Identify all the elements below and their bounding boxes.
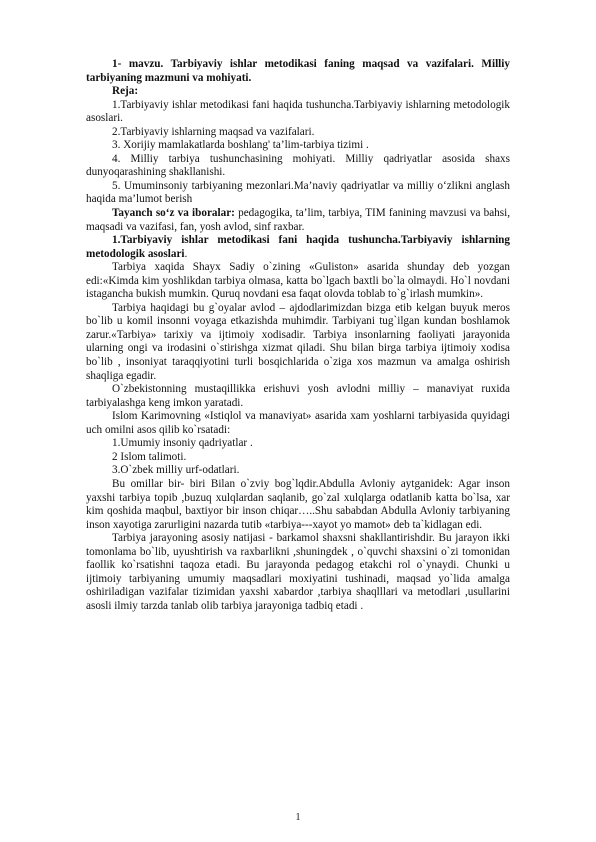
factor-item: 2 Islom talimoti. [112,450,187,463]
factor-item: 1.Umumiy insoniy qadriyatlar . [112,437,253,450]
topic-heading: 1- mavzu. Tarbiyaviy ishlar metodikasi faning maqsad va vazifalari. Milliy tarbiyaning mazmuni va mohiyati. [86,58,510,84]
factor-item: 3.O`zbek milliy urf-odatlari. [112,464,240,477]
page-number: 1 [295,812,301,823]
plan-label: Reja: [112,85,139,98]
body-paragraph: Islom Karimovning «Istiqlol va manaviyat» asarida xam yoshlarni tarbiyasida quyidagi uch omilni asos qilib ko`rsatadi: [86,410,510,436]
keywords-text: pedagogika, ta’lim, tarbiya, TIM fanining mavzusi va bahsi, maqsadi va vazifasi, fan, yosh avlod, sinf raxbar. [86,207,511,233]
keywords-label: Tayanch so‘z va iboralar: [112,207,235,220]
section-heading-paragraph [86,234,510,261]
section-heading-end: . [184,247,188,260]
plan-item: 3. Xorijiy mamlakatlarda boshlang' ta’lim-tarbiya tizimi . [112,139,369,152]
body-paragraph: Tarbiya xaqida Shayx Sadiy o`zining «Guliston» asarida shunday deb yozgan edi:«Kimda kim yoshlikdan tarbiya olmasa, katta bo`lgach baxtli bo`la olmaydi. Ho`l novdani istagancha bukish mumkin. Quruq novdani esa faqat olovda toblab to`g`irlash mumkin». [86,261,510,301]
keywords-paragraph [86,207,510,234]
plan-item: 2.Tarbiyaviy ishlarning maqsad va vazifalari. [112,125,315,138]
body-paragraph: Tarbiya jarayoning asosiy natijasi - barkamol shaxsni shakllantirishdir. Bu jarayon ikki tomonlama bo`lib, uyushtirish va raxbarlikni ,shuningdek , o`quvchi shaxsini o`zi tomonidan faollik ko`rsatishni taqoza etadi. Bu jarayonda pedagog etakchi rol o`ynaydi. Chunki u ijtimoiy tarbiyaning umumiy maqsadlari moxiyatini tushinadi, maqsad yo`lida amalga oshiriladigan vazifalar tizimidan yaxshi xabardor ,tarbiya shaqlllari va metodlari ,usullarini asosli ilmiy tarzda tanlab olib tarbiya jarayoniga tadbiq etadi . [86,532,510,612]
plan-item: 4. Milliy tarbiya tushunchasining mohiyati. Milliy qadriyatlar asosida shaxs dunyoqarashining shakllanishi. [86,152,510,179]
document-page [86,58,510,613]
plan-item: 1.Tarbiyaviy ishlar metodikasi fani haqida tushuncha.Tarbiyaviy ishlarning metodologik asoslari. [86,98,510,125]
body-paragraph: Bu omillar bir- biri Bilan o`zviy bog`lqdir.Abdulla Avloniy aytganidek: Agar inson yaxshi tarbiya topib ,buzuq xulqlardan saqlanib, go`zal xulqlarga odatlanib katta bo`lsa, xar kim qoshida maqbul, baxtiyor bir inson chiqar…..Shu sababdan Abdulla Avloniy tarbiyaning inson xayotiga zarurligini nazarda tutib «tarbiya---xayot yo mamot» deb ta`kidlagan edi. [86,477,510,531]
section-heading: 1.Tarbiyaviy ishlar metodikasi fani haqida tushuncha.Tarbiyaviy ishlarning metodologik asoslari [86,234,510,260]
plan-item: 5. Umuminsoniy tarbiyaning mezonlari.Ma’naviy qadriyatlar va milliy o‘zlikni anglash haqida ma’lumot berish [86,179,510,206]
body-paragraph: O`zbekistonning mustaqillikka erishuvi yosh avlodni milliy – manaviyat ruxida tarbiyalashga keng imkon yaratadi. [86,383,510,409]
body-paragraph: Tarbiya haqidagi bu g`oyalar avlod – ajdodlarimizdan bizga etib kelgan buyuk meros bo`lib u komil insonni voyaga etkazishda muhimdir. Tarbiyani tug`ilgan kundan boshlamok zarur.«Tarbiya» tarixiy va ijtimoiy xodisadir. Tarbiya insonlarning faoliyati jarayonida ularning ongi va irodasini o`stirishga xizmat qiladi. Shu bilan birga tarbiya ijtimoiy xodisa bo`lib , insoniyat taraqqiyotini turli bosqichlarida o`ziga xos mazmun va amalga oshirish shaqliga egadir. [86,301,510,382]
